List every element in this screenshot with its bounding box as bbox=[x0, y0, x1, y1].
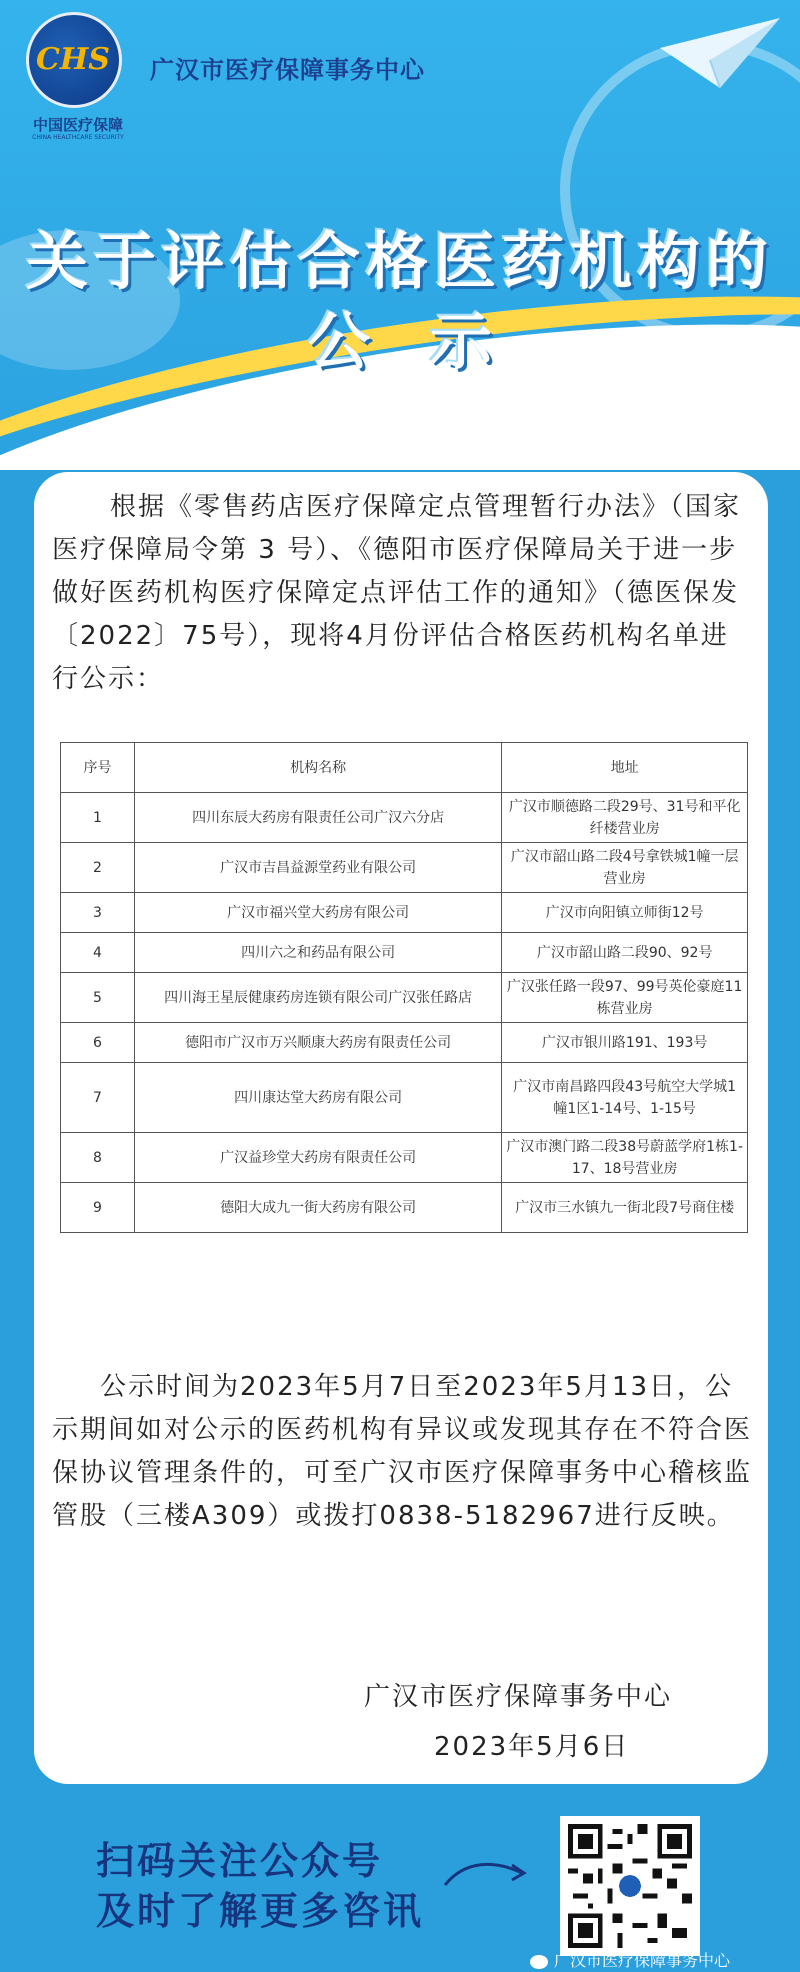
cell-index: 3 bbox=[61, 893, 135, 933]
table-row bbox=[61, 1063, 748, 1133]
header-name: 机构名称 bbox=[134, 743, 501, 793]
cell-address: 广汉张任路一段97、99号英伦豪庭11栋营业房 bbox=[502, 973, 748, 1023]
watermark-text: 广汉市医疗保障事务中心 bbox=[554, 1951, 731, 1970]
cell-address: 广汉市韶山路二段4号拿铁城1幢一层营业房 bbox=[502, 843, 748, 893]
cell-address: 广汉市韶山路二段90、92号 bbox=[502, 933, 748, 973]
cell-index: 4 bbox=[61, 933, 135, 973]
table-row bbox=[61, 1023, 748, 1063]
cell-index: 7 bbox=[61, 1063, 135, 1133]
cell-index: 5 bbox=[61, 973, 135, 1023]
table-row bbox=[61, 933, 748, 973]
cell-name: 广汉益珍堂大药房有限责任公司 bbox=[134, 1133, 501, 1183]
cell-address: 广汉市澳门路二段38号蔚蓝学府1栋1-17、18号营业房 bbox=[502, 1133, 748, 1183]
qr-code-icon bbox=[568, 1824, 692, 1948]
curved-arrow-icon bbox=[440, 1855, 530, 1895]
table-row bbox=[61, 843, 748, 893]
header-index: 序号 bbox=[61, 743, 135, 793]
content-card bbox=[34, 472, 768, 1784]
cell-index: 1 bbox=[61, 793, 135, 843]
intro-paragraph: 根据《零售药店医疗保障定点管理暂行办法》（国家医疗保障局令第 3 号）、《德阳市医疗保障局关于进一步做好医药机构医疗保障定点评估工作的通知》（德医保发〔2022〕75号），现将4月份评估合格医药机构名单进行公示： bbox=[52, 492, 742, 694]
logo-caption: 中国医疗保障 bbox=[32, 116, 123, 134]
header-banner bbox=[0, 0, 800, 470]
cell-name: 德阳大成九一街大药房有限公司 bbox=[134, 1183, 501, 1233]
institution-table bbox=[60, 742, 748, 1233]
page-title-line1: 关于评估合格医药机构的 bbox=[25, 225, 774, 298]
cell-name: 广汉市福兴堂大药房有限公司 bbox=[134, 893, 501, 933]
wechat-icon bbox=[530, 1955, 548, 1969]
notice-paragraph: 公示时间为2023年5月7日至2023年5月13日，公示期间如对公示的医药机构有异议或发现其存在不符合医保协议管理条件的，可至广汉市医疗保障事务中心稽核监管股（三楼A309）或拨打0838-5182967进行反映。 bbox=[52, 1372, 753, 1531]
cell-name: 广汉市吉昌益源堂药业有限公司 bbox=[134, 843, 501, 893]
logo-text: CHS bbox=[36, 42, 110, 77]
table-row bbox=[61, 1133, 748, 1183]
table-row bbox=[61, 893, 748, 933]
cell-address: 广汉市顺德路二段29号、31号和平化纤楼营业房 bbox=[502, 793, 748, 843]
footer-line1: 扫码关注公众号 bbox=[96, 1839, 384, 1883]
cell-address: 广汉市南昌路四段43号航空大学城1幢1区1-14号、1-15号 bbox=[502, 1063, 748, 1133]
table-header-row bbox=[61, 743, 748, 793]
cell-index: 9 bbox=[61, 1183, 135, 1233]
cell-name: 四川六之和药品有限公司 bbox=[134, 933, 501, 973]
paper-plane-icon bbox=[660, 18, 780, 98]
cell-name: 四川海王星辰健康药房连锁有限公司广汉张任路店 bbox=[134, 973, 501, 1023]
cell-address: 广汉市向阳镇立师街12号 bbox=[502, 893, 748, 933]
cell-index: 6 bbox=[61, 1023, 135, 1063]
table-row bbox=[61, 973, 748, 1023]
cell-address: 广汉市三水镇九一街北段7号商住楼 bbox=[502, 1183, 748, 1233]
cell-name: 德阳市广汉市万兴顺康大药房有限责任公司 bbox=[134, 1023, 501, 1063]
cell-index: 2 bbox=[61, 843, 135, 893]
cell-index: 8 bbox=[61, 1133, 135, 1183]
signature-date: 2023年5月6日 bbox=[434, 1732, 630, 1762]
qr-code[interactable] bbox=[560, 1816, 700, 1956]
watermark bbox=[530, 1948, 730, 1971]
logo-subcaption: CHINA HEALTHCARE SECURITY bbox=[32, 134, 124, 141]
cell-name: 四川康达堂大药房有限公司 bbox=[134, 1063, 501, 1133]
cell-name: 四川东辰大药房有限责任公司广汉六分店 bbox=[134, 793, 501, 843]
org-name: 广汉市医疗保障事务中心 bbox=[150, 56, 425, 84]
table-row bbox=[61, 793, 748, 843]
footer-line2: 及时了解更多咨讯 bbox=[96, 1889, 425, 1933]
cell-address: 广汉市银川路191、193号 bbox=[502, 1023, 748, 1063]
page-title-line2: 公示 bbox=[307, 305, 552, 378]
chs-logo bbox=[18, 12, 128, 142]
header-address: 地址 bbox=[502, 743, 748, 793]
signature-org: 广汉市医疗保障事务中心 bbox=[364, 1682, 673, 1712]
table-row bbox=[61, 1183, 748, 1233]
